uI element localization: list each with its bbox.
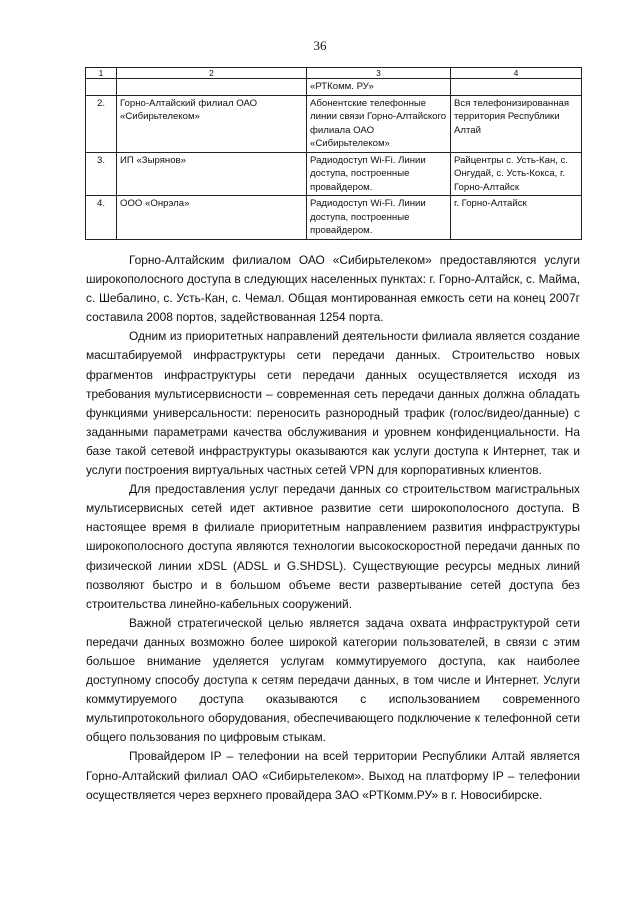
table-cell: «РТКомм. РУ» — [307, 79, 451, 96]
table-header-cell: 2 — [117, 68, 307, 79]
paragraph: Важной стратегической целью является задача охвата инфраструктурой сети передачи данных возможно более широкой категории пользователей, в связи с этим большое внимание уделяется услугам коммутируемого доступа, как наиболее доступному способу доступа к сетям передачи данных, в том числе и Интернет. Услуги коммутируемого доступа оказываются с использованием современного мультипротокольного оборудования, обеспечивающего подключение к телефонной сети общего пользования по цифровым стыкам. — [86, 615, 580, 745]
table-row — [86, 152, 582, 196]
paragraph: Для предоставления услуг передачи данных со строительством магистральных мультисервисных сетей идет активное развитие сети широкополосного доступа. В настоящее время в филиале приоритетным направлением развития инфраструктуры широкополосного доступа являются технологии высокоскоростной передачи данных по физической линии xDSL (ADSL и G.SHDSL). Существующие ресурсы медных линий позволяют быстро и в большом объеме вести развертывание сетей доступа без строительства линейно-кабельных сооружений. — [86, 482, 580, 611]
table-cell: ИП «Зырянов» — [117, 152, 307, 196]
table-cell: г. Горно-Алтайск — [451, 196, 582, 240]
table-cell: 2. — [86, 95, 117, 152]
table-cell — [451, 79, 582, 96]
table-cell: Горно-Алтайский филиал ОАО «Сибирьтелеком» — [117, 95, 307, 152]
table-row — [86, 95, 582, 152]
table-header-cell: 1 — [86, 68, 117, 79]
page-number: 36 — [313, 38, 327, 53]
body-text — [86, 251, 580, 805]
paragraph: Горно-Алтайским филиалом ОАО «Сибирьтелеком» предоставляются услуги широкополосного доступа в следующих населенных пунктах: г. Горно-Алтайск, с. Майма, с. Шебалино, с. Усть-Кан, с. Чемал. Общая монтированная емкость сети на конец 2007г составила 2008 портов, задействованная 1254 порта. — [86, 253, 580, 325]
table-cell: ООО «Онрэла» — [117, 196, 307, 240]
table-cell: 3. — [86, 152, 117, 196]
provider-table — [85, 67, 582, 240]
paragraph: Провайдером IP – телефонии на всей территории Республики Алтай является Горно-Алтайский филиал ОАО «Сибирьтелеком». Выход на платформу IP – телефонии осуществляется через верхнего провайдера ЗАО «РТКомм.РУ» в г. Новосибирске. — [86, 749, 580, 802]
table-cell: Радиодоступ Wi-Fi. Линии доступа, построенные провайдером. — [307, 196, 451, 240]
table-cell: Райцентры с. Усть-Кан, с. Онгудай, с. Усть-Кокса, г. Горно-Алтайск — [451, 152, 582, 196]
table-cell: Абонентские телефонные линии связи Горно-Алтайского филиала ОАО «Сибирьтелеком» — [307, 95, 451, 152]
table-cell: Вся телефонизированная территория Республики Алтай — [451, 95, 582, 152]
table-header-row — [86, 68, 582, 79]
table-cell: 4. — [86, 196, 117, 240]
paragraph: Одним из приоритетных направлений деятельности филиала является создание масштабируемой инфраструктуры сети передачи данных. Строительство новых фрагментов инфраструктуры сети передачи данных осуществляется исходя из требования мультисервисности – современная сеть передачи данных должна обладать функциями универсальности: переносить разнородный трафик (голос/видео/данные) с заданными параметрами качества обслуживания и уровнем конфиденциальности. На базе такой сетевой инфраструктуры оказываются как услуги доступа к Интернет, так и услуги построения виртуальных частных сетей VPN для корпоративных клиентов. — [86, 329, 580, 478]
table-row — [86, 79, 582, 96]
table-header-cell: 4 — [451, 68, 582, 79]
table-row — [86, 196, 582, 240]
table-header-cell: 3 — [307, 68, 451, 79]
table-cell — [86, 79, 117, 96]
table-cell: Радиодоступ Wi-Fi. Линии доступа, построенные провайдером. — [307, 152, 451, 196]
table-cell — [117, 79, 307, 96]
